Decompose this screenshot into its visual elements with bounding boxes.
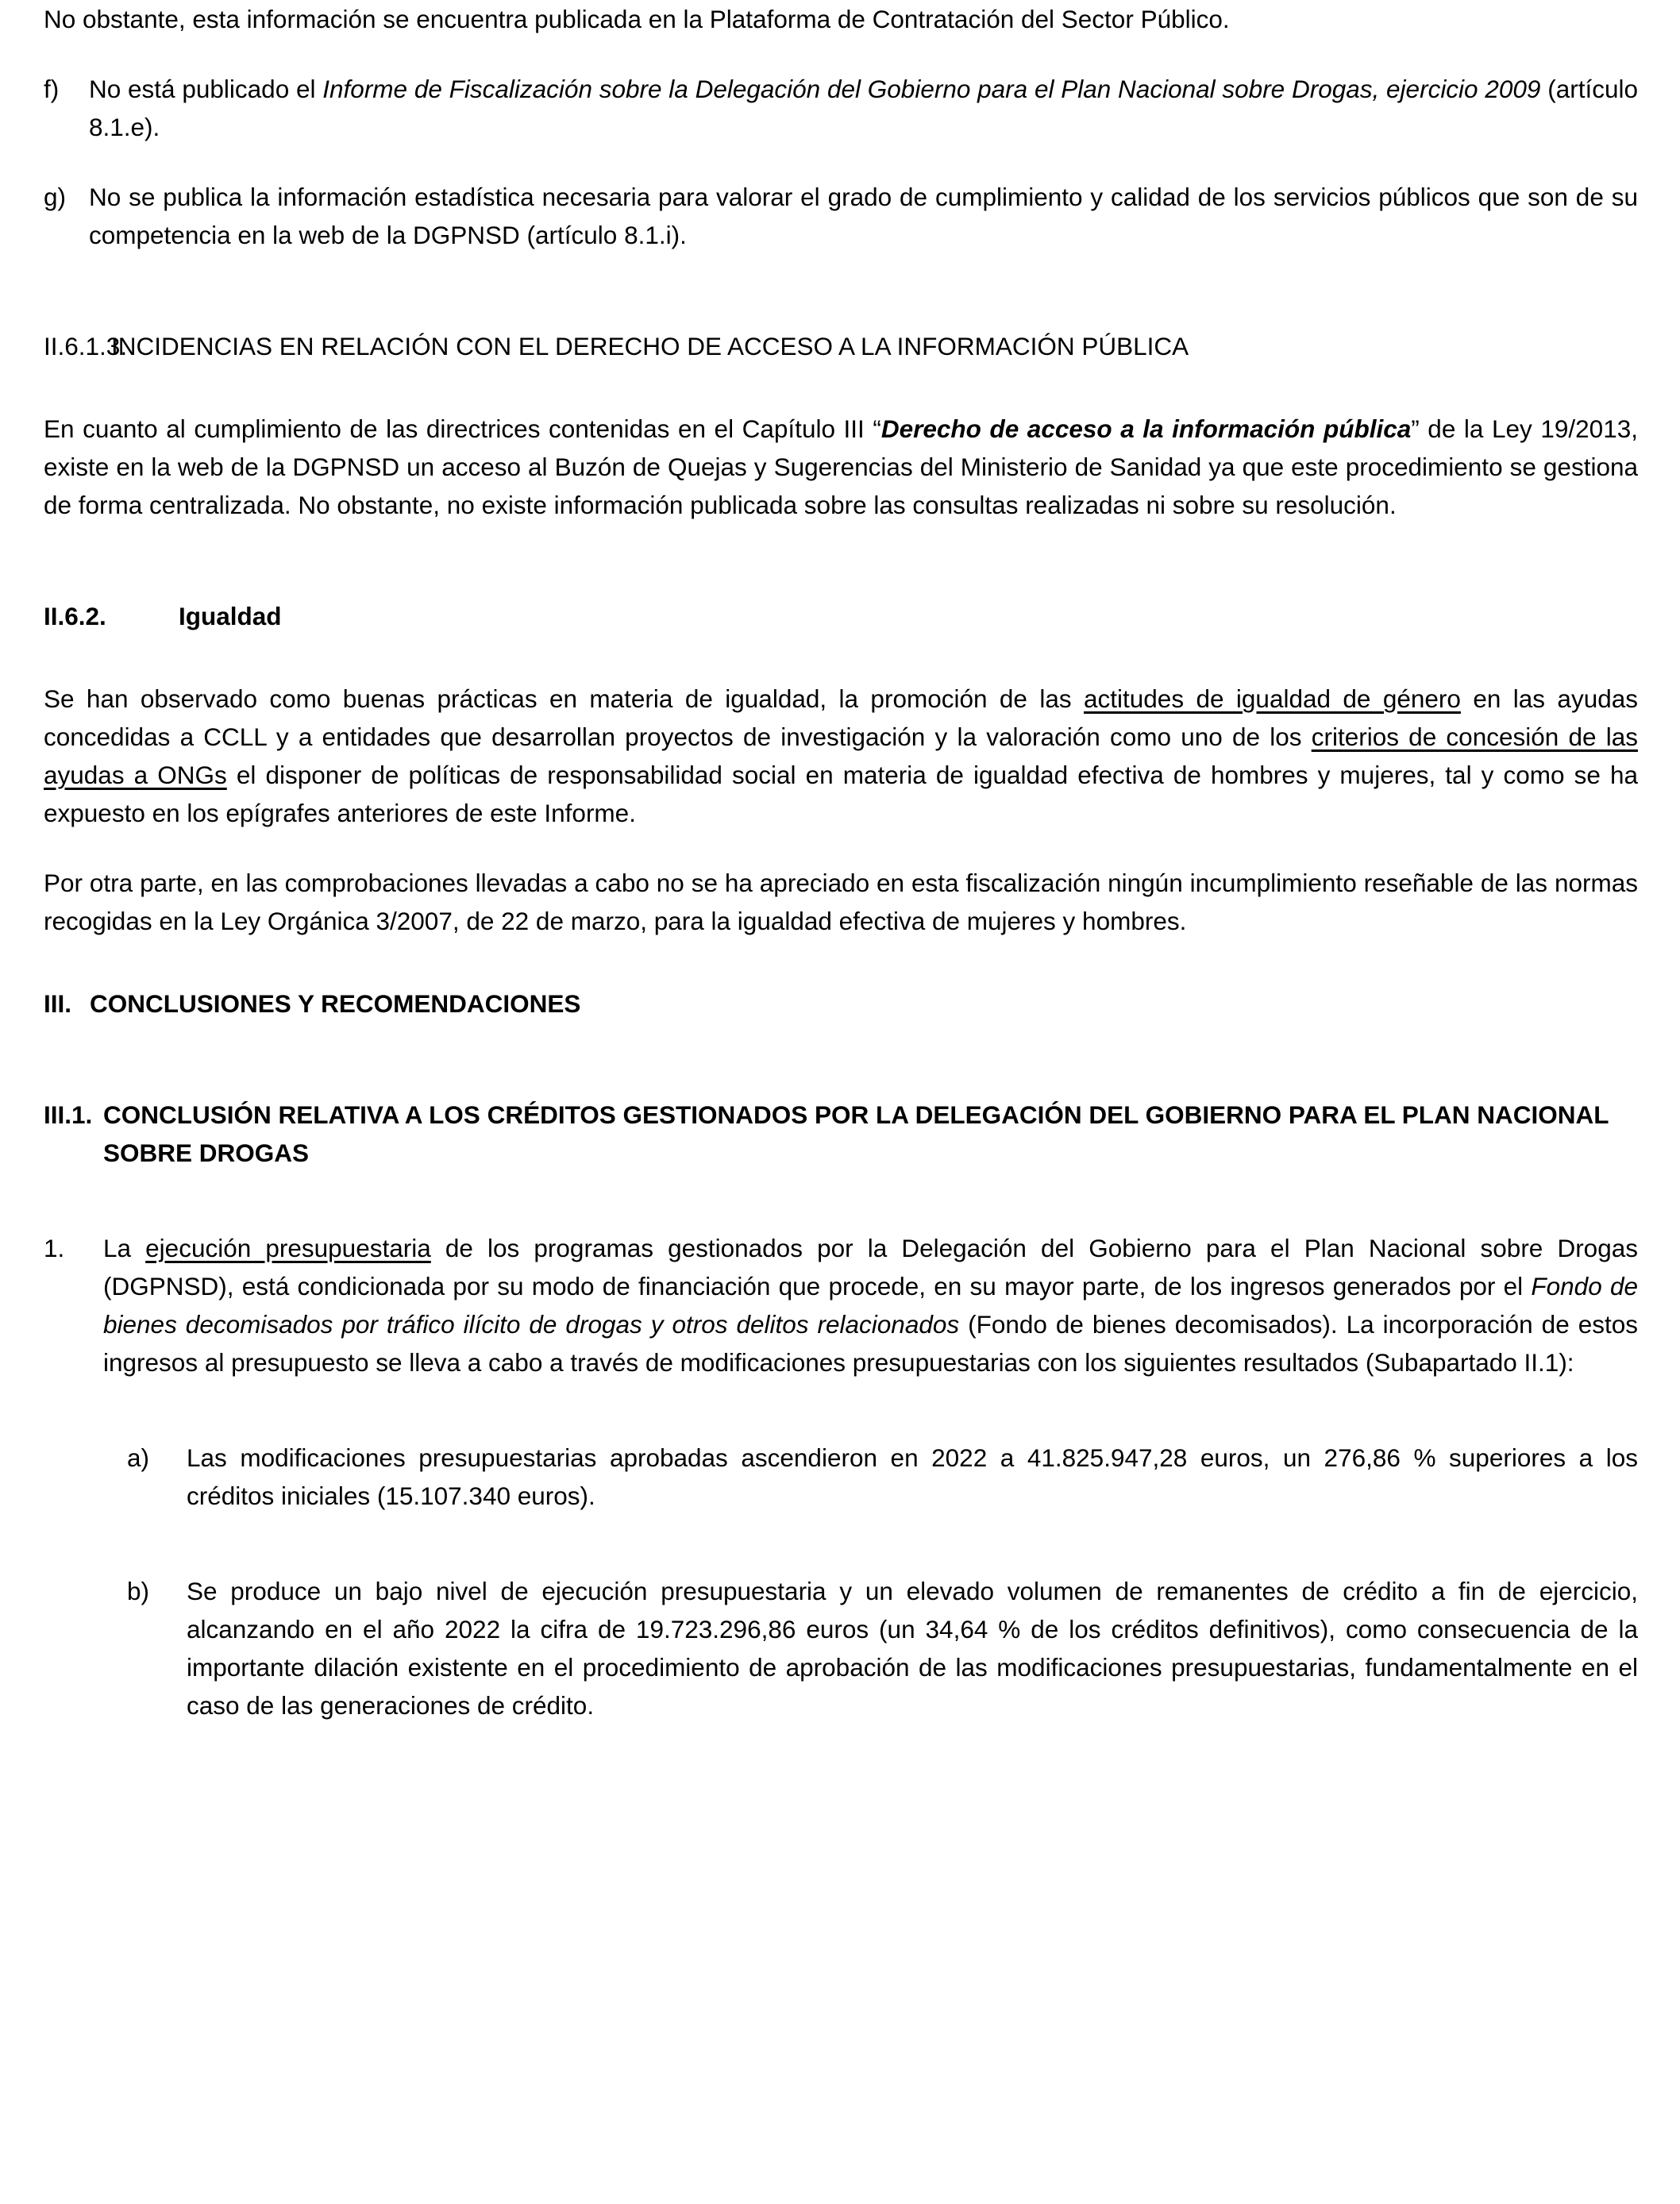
conclusion-1a-body: Las modificaciones presupuestarias aprobadas ascendieron en 2022 a 41.825.947,28 euros, un 276,86 % superiores a los créditos iniciales (15.107.340 euros). xyxy=(187,1443,1638,1510)
list-marker-b: b) xyxy=(127,1577,150,1605)
heading-iii-1 xyxy=(44,1096,1638,1172)
list-item-conclusion-1b xyxy=(44,1572,1638,1724)
list-marker-a: a) xyxy=(127,1443,150,1472)
item-f-text-1: No está publicado el xyxy=(89,75,323,103)
heading-iii-title: CONCLUSIONES Y RECOMENDACIONES xyxy=(90,989,581,1018)
conclusion-1-italic-1: Fondo de bienes decomisados por tráfico ilícito de drogas y otros delitos relacionados xyxy=(103,1272,1638,1339)
paragraph-igualdad-1 xyxy=(44,680,1638,832)
list-item-g-body: No se publica la información estadística necesaria para valorar el grado de cumplimiento y calidad de los servicios públicos que son de su competencia en la web de la DGPNSD (artículo 8.1.i). xyxy=(89,183,1638,249)
list-item-f xyxy=(44,70,1638,146)
paragraph-acceso-informacion xyxy=(44,410,1638,524)
heading-ii-6-1-3 xyxy=(44,327,1638,365)
spacer xyxy=(44,832,1638,864)
spacer xyxy=(44,1381,1638,1439)
heading-ii-6-1-3-title: INCIDENCIAS EN RELACIÓN CON EL DERECHO DE ACCESO A LA INFORMACIÓN PÚBLICA xyxy=(111,332,1189,360)
heading-iii-number: III. xyxy=(44,989,72,1018)
igualdad-1-part-3: el disponer de políticas de responsabilidad social en materia de igualdad efectiva de hombres y mujeres, tal y como se ha expuesto en los epígrafes anteriores de este Informe. xyxy=(44,761,1638,827)
list-item-conclusion-1 xyxy=(44,1229,1638,1381)
heading-iii xyxy=(44,984,1638,1023)
heading-iii-1-number: III.1. xyxy=(44,1100,93,1129)
spacer xyxy=(44,38,1638,70)
heading-iii-1-title: CONCLUSIÓN RELATIVA A LOS CRÉDITOS GESTIONADOS POR LA DELEGACIÓN DEL GOBIERNO PARA EL PLAN NACIONAL SOBRE DROGAS xyxy=(103,1100,1609,1167)
conclusion-1b-body: Se produce un bajo nivel de ejecución presupuestaria y un elevado volumen de remanentes de crédito a fin de ejercicio, alcanzando en el año 2022 la cifra de 19.723.296,86 euros (un 34,64 % de los créditos definitivos), como consecuencia de la importante dilación existente en el procedimiento de aprobación de las modificaciones presupuestarias, fundamentalmente en el caso de las generaciones de crédito. xyxy=(187,1577,1638,1720)
list-item-f-body xyxy=(89,70,1638,146)
spacer xyxy=(44,940,1638,984)
item-f-text-2: (artículo 8.1.e). xyxy=(89,75,1638,141)
conclusion-1-part-3: (Fondo de bienes decomisados). La incorporación de estos ingresos al presupuesto se lleva a cabo a través de modificaciones presupuestarias con los siguientes resultados (Subapartado II.1): xyxy=(103,1310,1638,1377)
acceso-part-2: ” de la Ley 19/2013, existe en la web de la DGPNSD un acceso al Buzón de Quejas y Sugerencias del Ministerio de Sanidad ya que este procedimiento se gestiona de forma centralizada. No obstante, no existe información publicada sobre las consultas realizadas ni sobre su resolución. xyxy=(44,414,1638,519)
spacer xyxy=(44,254,1638,327)
conclusion-1-part-2: de los programas gestionados por la Delegación del Gobierno para el Plan Nacional sobre Drogas (DGPNSD), está condicionada por su modo de financiación que procede, en su mayor parte, de los ingresos generados por el xyxy=(103,1234,1638,1300)
conclusion-1-part-1: La xyxy=(103,1234,146,1262)
spacer xyxy=(44,365,1638,410)
igualdad-1-underline-2: criterios de concesión de las ayudas a ONGs xyxy=(44,722,1638,789)
spacer xyxy=(44,146,1638,178)
igualdad-1-underline-1: actitudes de igualdad de género xyxy=(1084,684,1461,713)
list-marker-1: 1. xyxy=(44,1234,65,1262)
list-marker-f: f) xyxy=(44,75,60,103)
heading-ii-6-1-3-number: II.6.1.3. xyxy=(44,332,128,360)
conclusion-1-underline-1: ejecución presupuestaria xyxy=(145,1234,431,1262)
heading-ii-6-2-title: Igualdad xyxy=(179,602,282,630)
list-item-conclusion-1a xyxy=(44,1439,1638,1515)
spacer xyxy=(44,1172,1638,1229)
paragraph-igualdad-2: Por otra parte, en las comprobaciones llevadas a cabo no se ha apreciado en esta fiscalización ningún incumplimiento reseñable de las normas recogidas en la Ley Orgánica 3/2007, de 22 de marzo, para la igualdad efectiva de mujeres y hombres. xyxy=(44,869,1638,935)
spacer xyxy=(44,635,1638,680)
spacer xyxy=(44,524,1638,597)
heading-ii-6-2 xyxy=(44,597,1638,635)
spacer xyxy=(44,1023,1638,1096)
list-marker-g: g) xyxy=(44,183,67,211)
paragraph-intro-continuation: No obstante, esta información se encuentra publicada en la Plataforma de Contratación del Sector Público. xyxy=(44,5,1230,33)
item-f-italic-title: Informe de Fiscalización sobre la Delegación del Gobierno para el Plan Nacional sobre Drogas, ejercicio 2009 xyxy=(322,75,1541,103)
list-item-g xyxy=(44,178,1638,254)
heading-ii-6-2-number: II.6.2. xyxy=(44,602,106,630)
igualdad-1-part-2: en las ayudas concedidas a CCLL y a entidades que desarrollan proyectos de investigación y la valoración como uno de los xyxy=(44,684,1639,751)
acceso-emphasis: Derecho de acceso a la información pública xyxy=(880,414,1412,443)
acceso-part-1: En cuanto al cumplimiento de las directrices contenidas en el Capítulo III “ xyxy=(44,414,881,443)
spacer xyxy=(44,1515,1638,1572)
igualdad-1-part-1: Se han observado como buenas prácticas en materia de igualdad, la promoción de las xyxy=(44,684,1084,713)
conclusion-1-body xyxy=(103,1229,1638,1381)
